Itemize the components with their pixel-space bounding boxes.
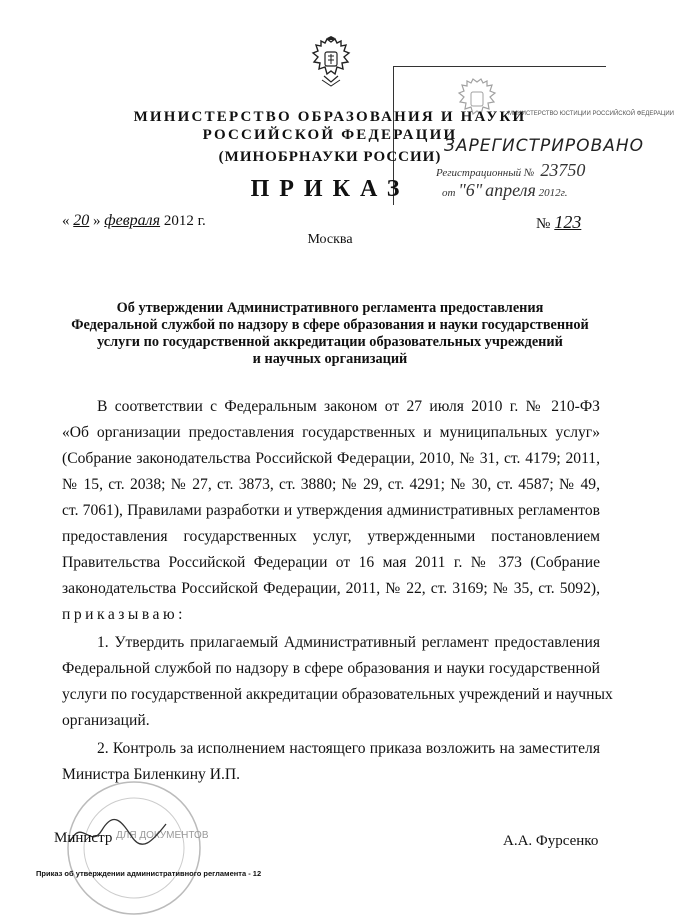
body-line: предоставления государственных услуг, утвержденными постановлением: [62, 528, 600, 545]
body-line: 2. Контроль за исполнением настоящего приказа возложить на заместителя: [97, 740, 600, 757]
order-date-month: февраля: [104, 212, 161, 229]
body-line: Правительства Российской Федерации от 16 мая 2011 г. № 373 (Собрание: [62, 554, 600, 571]
title-line: услуги по государственной аккредитации образовательных учреждений: [97, 334, 563, 350]
title-line: и научных организаций: [252, 351, 408, 367]
stamp-date-year: 2012г.: [538, 187, 568, 199]
body-line: № 15, ст. 2038; № 27, ст. 3873, ст. 3880; № 29, ст. 4291; № 30, ст. 4587; № 49,: [62, 476, 600, 493]
stamp-reg-number: 23750: [540, 160, 586, 180]
order-date-day: 20: [73, 212, 90, 229]
order-number-value: 123: [554, 212, 582, 232]
body-line-orders: приказываю:: [62, 606, 186, 623]
minister-title: Министр: [54, 830, 113, 846]
body-line: услуги по государственной аккредитации образовательных учреждений и научных: [62, 686, 613, 703]
order-number-label: №: [536, 216, 551, 232]
city: Москва: [307, 232, 353, 247]
ministry-name-line1: МИНИСТЕРСТВО ОБРАЗОВАНИЯ И НАУКИ: [133, 109, 527, 125]
body-line: законодательства Российской Федерации, 2011, № 22, ст. 3169; № 35, ст. 5092),: [62, 580, 600, 597]
title-line: Федеральной службой по надзору в сфере образования и науки государственной: [71, 317, 589, 333]
body-line: (Собрание законодательства Российской Федерации, 2010, № 31, ст. 4179; 2011,: [62, 450, 600, 467]
title-line: Об утверждении Административного регламента предоставления: [116, 300, 544, 316]
body-line: «Об организации предоставления государственных и муниципальных услуг»: [62, 424, 600, 441]
signer-name: А.А. Фурсенко: [503, 833, 599, 849]
stamp-title: ЗАРЕГИСТРИРОВАНО: [444, 136, 645, 156]
body-line: Министра Биленкину И.П.: [62, 766, 241, 783]
stamp-date-day: "6": [458, 180, 483, 200]
body-line: 1. Утвердить прилагаемый Административный регламент предоставления: [97, 634, 600, 651]
document-type: ПРИКАЗ: [250, 176, 410, 202]
body-line: В соответствии с Федеральным законом от 27 июля 2010 г. № 210-ФЗ: [97, 398, 600, 415]
stamp-date: [442, 180, 568, 201]
footer-note: Приказ об утверждении административного регламента - 12: [36, 869, 262, 878]
order-date-year: 2012 г.: [163, 213, 206, 229]
body-line: организаций.: [62, 712, 150, 729]
stamp-header: МИНИСТЕРСТВО ЮСТИЦИИ РОССИЙСКОЙ ФЕДЕРАЦИИ: [508, 111, 674, 117]
order-number: [536, 212, 581, 233]
order-date: « 20 » февраля 2012 г.: [62, 212, 206, 229]
ministry-short-name: (МИНОБРНАУКИ РОССИИ): [218, 149, 442, 165]
stamp-date-month: апреля: [485, 180, 536, 200]
ministry-name-line2: РОССИЙСКОЙ ФЕДЕРАЦИИ: [202, 127, 458, 143]
body-line: ст. 7061), Правилами разработки и утверждения административных регламентов: [62, 502, 600, 519]
stamp-reg-label: Регистрационный №: [436, 167, 535, 179]
coat-of-arms-icon: [308, 36, 354, 88]
seal-text: ДЛЯ ДОКУМЕНТОВ: [116, 830, 209, 841]
body-line: Федеральной службой по надзору в сфере образования и науки государственной: [62, 660, 600, 677]
stamp-date-prefix: от: [442, 187, 456, 199]
order-title: [60, 300, 600, 368]
